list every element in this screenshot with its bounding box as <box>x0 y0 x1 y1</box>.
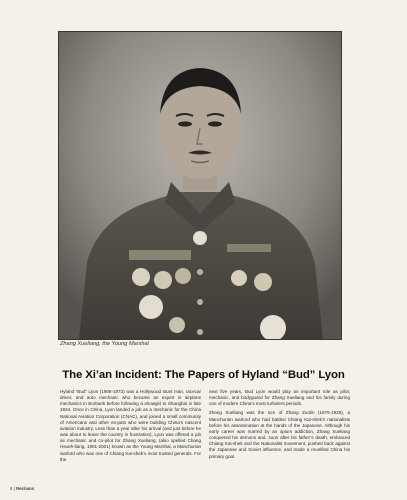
article-body <box>60 389 350 466</box>
body-paragraph: next five years, Bud Lyon would play an important role as pilot, mechanic, and bodyguard for Zhang Xueliang and his family during one of modern China’s most turbulent periods. <box>209 389 350 407</box>
body-paragraph: Hyland “Bud” Lyon (1908-1973) was a Hollywood stunt man, racecar driver, and auto mechanic who became an expert in airplane mechanics in Burbank before following a showgirl to Shanghai in late 1934. Once in China, Lyon landed a job as a mechanic for the China National Aviation Corporation (CNAC), and joined a small community of Americans and other ex-pats who were building China’s nascent aviation industry. Less than a year after his arrival (and just before he was about to leave the country in frustration), Lyon was offered a job as mechanic and co-pilot for Zhang Xueliang, (also spelled Chang Hsueh-liang, 1901-2001) known as the Young Marshal, a Manchurian warlord who was one of Chiang Kai-shek’s most trusted generals. For the <box>60 389 201 462</box>
body-column-left <box>60 389 201 466</box>
body-column-right <box>209 389 350 466</box>
article-headline: The Xi’an Incident: The Papers of Hyland “Bud” Lyon <box>62 369 345 381</box>
photo-caption: Zhang Xueliang, the Young Marshal <box>60 341 149 347</box>
portrait-photo <box>58 31 342 340</box>
footer-section: Reclams <box>16 486 35 491</box>
footer-separator: | <box>13 486 17 491</box>
body-paragraph: Zhang Xueliang was the son of Zhang Zuolin (1875-1928), a Manchurian warlord who had battled Chiang Kai-shek’s nationalists before his assassination at the hands of the Japanese. Although his early career was marred by an opium addiction, Zhang Xueliang conquered his demons and, soon after his father’s death, embraced Chiang Kai-shek and the Nationalist movement, pushed back against the Japanese and Soviet influence, and made a reunified China his primary goal. <box>209 410 350 459</box>
portrait-illustration <box>59 32 341 339</box>
page-number: 8 <box>10 486 13 491</box>
page-footer <box>10 486 34 491</box>
